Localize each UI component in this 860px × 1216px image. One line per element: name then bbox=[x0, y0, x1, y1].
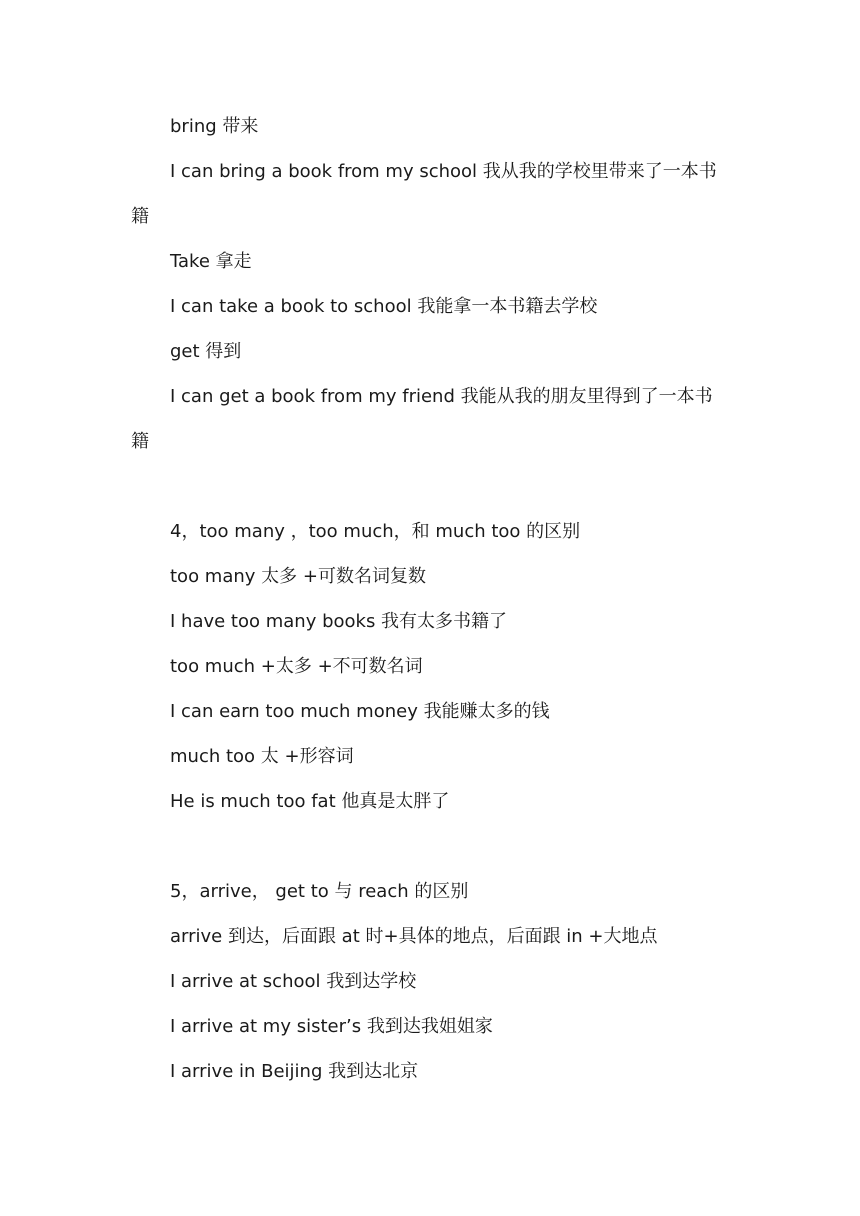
vocab-too-many: too many 太多 +可数名词复数 bbox=[170, 566, 426, 587]
vocab-take: Take 拿走 bbox=[170, 251, 252, 272]
example-bring-continued: 籍 bbox=[131, 206, 149, 227]
vocab-too-much: too much +太多 +不可数名词 bbox=[170, 656, 423, 677]
example-too-many: I have too many books 我有太多书籍了 bbox=[170, 611, 508, 632]
example-take: I can take a book to school 我能拿一本书籍去学校 bbox=[170, 296, 598, 317]
vocab-arrive: arrive 到达，后面跟 at 时+具体的地点，后面跟 in +大地点 bbox=[170, 926, 658, 947]
example-get: I can get a book from my friend 我能从我的朋友里得到了一本书 bbox=[170, 386, 713, 407]
example-arrive-school: I arrive at school 我到达学校 bbox=[170, 971, 417, 992]
vocab-bring: bring 带来 bbox=[170, 116, 259, 137]
vocab-get: get 得到 bbox=[170, 341, 242, 362]
example-arrive-beijing: I arrive in Beijing 我到达北京 bbox=[170, 1061, 419, 1082]
section-4-heading: 4，too many ，too much，和 much too 的区别 bbox=[170, 521, 581, 542]
example-arrive-sister: I arrive at my sister’s 我到达我姐姐家 bbox=[170, 1016, 493, 1037]
example-get-continued: 籍 bbox=[131, 431, 149, 452]
vocab-much-too: much too 太 +形容词 bbox=[170, 746, 354, 767]
section-5-heading: 5，arrive， get to 与 reach 的区别 bbox=[170, 881, 469, 902]
example-bring: I can bring a book from my school 我从我的学校里带来了一本书 bbox=[170, 161, 717, 182]
example-too-much: I can earn too much money 我能赚太多的钱 bbox=[170, 701, 550, 722]
example-much-too: He is much too fat 他真是太胖了 bbox=[170, 791, 450, 812]
